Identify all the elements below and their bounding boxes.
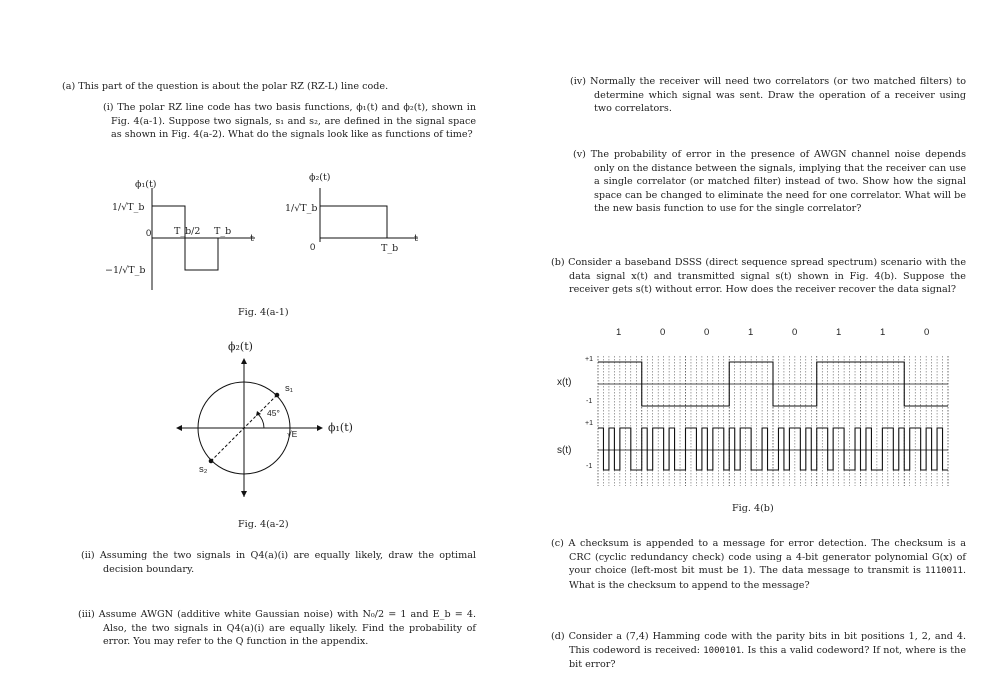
- question-a-intro: (a) This part of the question is about the polar RZ (RZ-L) line code.: [62, 81, 389, 92]
- question-c: [551, 537, 966, 592]
- fig-a2-radius: √E: [287, 429, 298, 439]
- fig-a1-caption: Fig. 4(a-1): [238, 307, 289, 318]
- fig-a1-phi1-label: ϕ₁(t): [135, 179, 157, 190]
- question-d-text-after: . Is this a valid codeword? If not, where is the bit error?: [569, 644, 966, 671]
- fig-b-bit: 0: [924, 327, 930, 338]
- fig-a1-phi2-label: ϕ₂(t): [309, 172, 331, 183]
- fig-a1-phi2-origin: 0: [310, 242, 316, 253]
- fig-a1-tb: T_b: [214, 226, 232, 237]
- question-c-text-before: (c) A checksum is appended to a message for error detection. The checksum is a CRC (cyclic redundancy check) code using a 4-bit generator polynomial G(x) of your choice (left-most bit must be 1). The data message to transmit is: [551, 538, 966, 577]
- question-a-i: (i) The polar RZ line code has two basis functions, ϕ₁(t) and ϕ₂(t), shown in Fig. 4(a-1). Suppose two signals, s₁ and s₂, are defined in the signal space as shown in Fig. 4(a-2). What do the signals look like as functions of time?: [103, 102, 476, 141]
- fig-b-x-label: x(t): [557, 377, 572, 388]
- fig-a2-angle: 45°: [267, 408, 280, 418]
- question-d-codeword: 1000101: [703, 645, 742, 656]
- fig-b-bit: 0: [792, 327, 798, 338]
- fig-a1-origin: 0: [146, 228, 152, 239]
- fig-a2-s1-label: s₁: [285, 383, 293, 394]
- fig-b-bit: 1: [748, 327, 754, 338]
- question-a-ii: (ii) Assuming the two signals in Q4(a)(i) are equally likely, draw the optimal decision boundary.: [81, 550, 476, 575]
- question-c-text-after: . What is the checksum to append to the message?: [569, 565, 966, 591]
- fig-a1-pos-level: 1/√T_b: [112, 202, 145, 213]
- question-a-v: (v) The probability of error in the presence of AWGN channel noise depends only on the distance between the signals, implying that the receiver can use a single correlator (or matched filter) instead of two. Show how the signal space can be changed to eliminate the need for one correlator. What will be the new basis function to use for the single correlator?: [573, 149, 966, 215]
- fig-a1-phi2-tb: T_b: [381, 243, 399, 254]
- fig-a2-signal-space: [170, 355, 330, 500]
- fig-b-x-hi: +1: [585, 356, 593, 363]
- question-b: (b) Consider a baseband DSSS (direct sequence spread spectrum) scenario with the data signal x(t) and transmitted signal s(t) shown in Fig. 4(b). Suppose the receiver gets s(t) without error. How does the receiver recover the data signal?: [551, 257, 966, 296]
- fig-b-dsss-plot: [598, 352, 948, 490]
- question-a-iv: (iv) Normally the receiver will need two correlators (or two matched filters) to determine which signal was sent. Draw the operation of a receiver using two correlators.: [570, 76, 966, 115]
- fig-a1-half-tb: T_b/2: [174, 226, 201, 237]
- fig-a2-x-label: ϕ₁(t): [328, 421, 353, 434]
- fig-b-x-lo: -1: [586, 398, 593, 405]
- fig-a1-phi2-t-axis: t: [414, 233, 418, 244]
- fig-a2-y-label: ϕ₂(t): [228, 340, 253, 353]
- fig-b-caption: Fig. 4(b): [732, 503, 774, 514]
- question-d: [551, 630, 966, 672]
- question-d-text-before: (d) Consider a (7,4) Hamming code with the parity bits in bit positions 1, 2, and 4. This codeword is received:: [551, 631, 966, 656]
- fig-b-s-hi: +1: [585, 420, 593, 427]
- fig-b-s-label: s(t): [557, 445, 572, 456]
- fig-b-s-lo: -1: [586, 463, 593, 470]
- s2-point: [209, 459, 214, 464]
- fig-a1-t-axis: t: [250, 233, 254, 244]
- fig-b-bit: 1: [616, 327, 622, 338]
- fig-a2-s2-label: s₂: [199, 464, 208, 475]
- fig-b-bit: 0: [704, 327, 710, 338]
- fig-a2-caption: Fig. 4(a-2): [238, 519, 289, 530]
- s1-point: [275, 393, 280, 398]
- fig-a1-phi2-pos-level: 1/√T_b: [285, 203, 318, 214]
- question-a-iii: (iii) Assume AWGN (additive white Gaussian noise) with N₀/2 = 1 and E_b = 4. Also, the two signals in Q4(a)(i) are equally likely. Find the probability of error. You may refer to the Q function in the appendix.: [78, 609, 476, 648]
- fig-b-bit: 0: [660, 327, 666, 338]
- fig-b-bit: 1: [880, 327, 886, 338]
- question-c-message: 1110011: [925, 566, 963, 577]
- fig-b-bit: 1: [836, 327, 842, 338]
- fig-a1-neg-level: −1/√T_b: [105, 265, 146, 276]
